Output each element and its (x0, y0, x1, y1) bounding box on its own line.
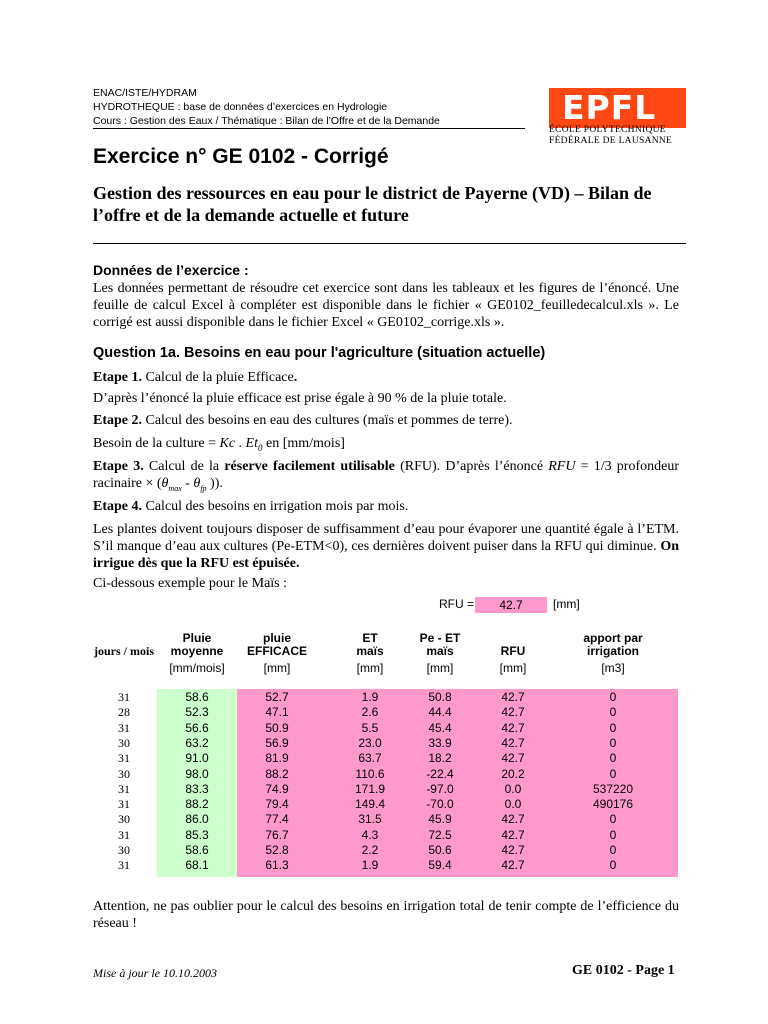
etape-3-text-2: (RFU). D’après l’énoncé (394, 459, 549, 474)
pe-et-cell: -22.4 (426, 766, 454, 781)
document-header (93, 86, 525, 128)
pe-et-cell: 18.2 (428, 751, 452, 766)
besoin-et: Et (245, 436, 258, 451)
etape-2 (93, 412, 679, 429)
table-row (0, 690, 768, 705)
pluie-moyenne-cell: 83.3 (185, 781, 209, 796)
col-head-days: jours / mois (94, 644, 154, 658)
days-cell: 31 (118, 751, 130, 766)
pluie-efficace-cell: 61.3 (265, 858, 289, 873)
epfl-logo-mark: EPFL (562, 88, 657, 127)
rfu-unit: [mm] (553, 597, 580, 611)
et-mais-cell: 2.2 (361, 843, 379, 857)
table-row (0, 782, 768, 797)
col-head-rfu (473, 632, 553, 678)
besoin-kc: Kc (219, 436, 236, 451)
besoin-suffix: en [mm/mois] (262, 436, 345, 451)
etape-1-text: Calcul de la pluie Efficace (142, 370, 294, 385)
days-cell: 31 (118, 720, 130, 735)
pe-et-cell: 72.5 (428, 827, 452, 842)
etape-4-label: Etape 4. (93, 499, 142, 514)
title-divider (93, 243, 686, 244)
et-mais-cell: 110.6 (355, 766, 385, 781)
table-row (0, 797, 768, 812)
col-head-l2: RFU (500, 644, 526, 658)
irrigation-cell: 537220 (592, 781, 634, 796)
rfu-value: 42.7 (475, 597, 547, 613)
pe-et-cell: 59.4 (428, 858, 452, 873)
besoin-formula (93, 435, 679, 457)
pluie-efficace-cell: 79.4 (265, 797, 289, 812)
irrigation-cell: 0 (609, 720, 617, 735)
col-head-l2: irrigation (586, 644, 639, 658)
pe-et-cell: 50.6 (428, 843, 452, 857)
pe-et-cell: 33.9 (428, 735, 452, 750)
header-divider (93, 128, 525, 129)
irrigation-cell: 490176 (592, 797, 634, 812)
col-head-unit: [mm] (356, 661, 384, 675)
table-row (0, 828, 768, 843)
days-cell: 31 (118, 858, 130, 873)
col-head-l1: Pe - ET (419, 631, 461, 645)
pluie-moyenne-cell: 88.2 (185, 797, 209, 812)
theta-fp: θ (193, 476, 201, 491)
col-head-l1: Pluie (182, 631, 212, 645)
etape-3-rfu: RFU (548, 459, 576, 474)
et-mais-cell: 31.5 (358, 812, 382, 827)
plantes-text: Les plantes doivent toujours disposer de suffisamment d’eau pour évaporer une quantité égale à l’ETM. S’il manque d’eau aux cultures (Pe-ETM<0), ces dernières doivent puiser dans la RFU qui diminue. (93, 522, 679, 554)
rfu-cell: 42.7 (501, 858, 525, 873)
pluie-moyenne-cell: 56.6 (185, 720, 209, 735)
days-cell: 30 (118, 843, 130, 857)
et-mais-cell: 1.9 (361, 858, 379, 873)
pluie-efficace-cell: 76.7 (265, 827, 289, 842)
col-head-unit: [mm] (499, 661, 527, 675)
etape-4 (93, 498, 679, 515)
et-mais-cell: 2.6 (361, 705, 379, 720)
page-subtitle: Gestion des ressources en eau pour le district de Payerne (VD) – Bilan de l’offre et de la demande actuelle et future (93, 183, 652, 225)
footer-update-date: Mise à jour le 10.10.2003 (93, 966, 217, 980)
etape-3-text-3: = 1/3 profondeur racinaire × ( (93, 459, 680, 491)
table-row (0, 705, 768, 720)
etape-2-label: Etape 2. (93, 413, 142, 428)
pluie-moyenne-cell: 86.0 (185, 812, 209, 827)
col-head-l1: ET (362, 631, 378, 645)
etape-2-text: Calcul des besoins en eau des cultures (maïs et pommes de terre). (142, 413, 513, 428)
pluie-efficace-line: D’après l’énoncé la pluie efficace est prise égale à 90 % de la pluie totale. (93, 391, 507, 406)
rfu-cell: 42.7 (501, 690, 525, 704)
pluie-moyenne-cell: 91.0 (185, 751, 209, 766)
etape-3-label: Etape 3. (93, 459, 144, 474)
etape-1-label: Etape 1. (93, 370, 142, 385)
theta-fp-subscript: fp (200, 483, 207, 493)
et-mais-cell: 63.7 (358, 751, 382, 766)
pe-et-cell: -70.0 (426, 797, 454, 812)
col-head-unit: [mm] (263, 661, 291, 675)
table-row (0, 843, 768, 858)
table-row (0, 812, 768, 827)
theta-max: θ (161, 476, 169, 491)
col-head-l2: EFFICACE (247, 644, 307, 658)
pluie-efficace-cell: 88.2 (265, 766, 289, 781)
days-cell: 31 (118, 827, 130, 842)
irrigation-cell: 0 (609, 690, 617, 704)
irrigation-cell: 0 (609, 735, 617, 750)
pluie-efficace-cell: 81.9 (265, 751, 289, 766)
col-head-pluie-efficace (237, 632, 317, 678)
etape-1-end: . (293, 370, 298, 385)
footer-page-number: GE 0102 - Page 1 (572, 963, 675, 978)
etape-3 (93, 458, 679, 497)
etape-3-minus: - (181, 476, 194, 491)
days-cell: 28 (118, 705, 130, 720)
days-cell: 31 (118, 690, 130, 704)
pluie-efficace-cell: 74.9 (265, 781, 289, 796)
exemple-mais: Ci-dessous exemple pour le Maïs : (93, 576, 288, 591)
col-head-l2: maïs (426, 644, 454, 658)
irrigation-cell: 0 (609, 766, 617, 781)
theta-max-subscript: max (168, 483, 182, 493)
pe-et-cell: 44.4 (428, 705, 452, 720)
col-head-l1: pluie (262, 631, 291, 645)
pluie-moyenne-cell: 58.6 (185, 843, 209, 857)
pluie-moyenne-cell: 52.3 (185, 705, 209, 720)
col-head-et-mais (330, 632, 410, 678)
plantes-bold: On irrigue dès que la RFU est épuisée. (93, 539, 679, 571)
header-line-2: HYDROTHEQUE : base de données d’exercices en Hydrologie (93, 101, 388, 113)
logo-caption-line-2: FÉDÉRALE DE LAUSANNE (549, 136, 673, 146)
pe-et-cell: 45.9 (428, 812, 452, 827)
rfu-cell: 42.7 (501, 827, 525, 842)
irrigation-cell: 0 (609, 751, 617, 766)
table-row (0, 751, 768, 766)
pluie-efficace-cell: 56.9 (265, 735, 289, 750)
irrigation-cell: 0 (609, 812, 617, 827)
col-head-unit: [mm/mois] (169, 661, 225, 675)
days-cell: 30 (118, 766, 130, 781)
days-cell: 30 (118, 735, 130, 750)
pluie-moyenne-cell: 63.2 (185, 735, 209, 750)
rfu-cell: 42.7 (501, 720, 525, 735)
rfu-cell: 42.7 (501, 735, 525, 750)
pluie-moyenne-cell: 58.6 (185, 690, 209, 704)
col-head-l2: moyenne (170, 644, 224, 658)
irrigation-cell: 0 (609, 827, 617, 842)
pluie-moyenne-cell: 68.1 (185, 858, 209, 873)
rfu-label: RFU = (439, 597, 475, 611)
rfu-cell: 42.7 (501, 751, 525, 766)
etape-3-bold: réserve facilement utilisable (224, 459, 395, 474)
rfu-cell: 0.0 (504, 781, 522, 796)
col-head-unit: [m3] (601, 661, 625, 675)
page-title: Exercice n° GE 0102 - Corrigé (93, 145, 389, 168)
besoin-dot: . (235, 436, 246, 451)
pluie-efficace-cell: 47.1 (265, 705, 289, 720)
irrigation-cell: 0 (609, 705, 617, 720)
irrigation-cell: 0 (609, 858, 617, 873)
donnees-paragraph: Les données permettant de résoudre cet exercice sont dans les tableaux et les figures de l’énoncé. Une feuille de calcul Excel à compléter est disponible dans le fichier « GE0102_feuilledecalcul.xls ». Le corrigé est aussi disponible dans le fichier Excel « GE0102_corrige.xls ». (93, 281, 679, 330)
etape-4-text: Calcul des besoins en irrigation mois par mois. (142, 499, 409, 514)
col-head-unit: [mm] (426, 661, 454, 675)
days-cell: 30 (118, 812, 130, 827)
question-heading: Question 1a. Besoins en eau pour l'agriculture (situation actuelle) (93, 345, 546, 361)
pe-et-cell: 45.4 (428, 720, 452, 735)
pluie-efficace-cell: 52.8 (265, 843, 289, 857)
besoin-et-subscript: 0 (258, 442, 263, 453)
header-line-3: Cours : Gestion des Eaux / Thématique : Bilan de l’Offre et de la Demande (93, 115, 440, 127)
pluie-efficace-cell: 52.7 (265, 690, 289, 704)
epfl-logo-caption (549, 125, 689, 147)
irrigation-cell: 0 (609, 843, 617, 857)
rfu-cell: 20.2 (501, 766, 525, 781)
rfu-cell: 42.7 (501, 843, 525, 857)
table-row (0, 767, 768, 782)
col-head-pe-et (400, 632, 480, 678)
et-mais-cell: 1.9 (361, 690, 379, 704)
attention-note: Attention, ne pas oublier pour le calcul des besoins en irrigation total de tenir compte de l’efficience du réseau ! (93, 899, 679, 931)
col-head-pluie-moyenne (157, 632, 237, 678)
table-row (0, 721, 768, 736)
rfu-cell: 42.7 (501, 705, 525, 720)
pluie-moyenne-cell: 85.3 (185, 827, 209, 842)
besoin-prefix: Besoin de la culture = (93, 436, 220, 451)
logo-caption-line-1: ÉCOLE POLYTECHNIQUE (549, 125, 666, 135)
table-row (0, 736, 768, 751)
section-heading-donnees: Données de l’exercice : (93, 262, 249, 278)
et-mais-cell: 149.4 (354, 797, 386, 812)
pluie-efficace-cell: 77.4 (265, 812, 289, 827)
pe-et-cell: 50.8 (428, 690, 452, 704)
col-head-apport (560, 632, 666, 678)
et-mais-cell: 4.3 (361, 827, 379, 842)
etape-3-text-1: Calcul de la (143, 459, 225, 474)
et-mais-cell: 23.0 (358, 735, 382, 750)
days-cell: 31 (118, 797, 130, 812)
pluie-efficace-cell: 50.9 (265, 720, 289, 735)
col-head-l1: apport par (583, 631, 643, 645)
header-line-1: ENAC/ISTE/HYDRAM (93, 87, 197, 99)
rfu-cell: 0.0 (504, 797, 522, 812)
etape-1 (93, 369, 679, 386)
pluie-moyenne-cell: 98.0 (185, 766, 209, 781)
table-row (0, 858, 768, 873)
days-cell: 31 (118, 781, 130, 796)
col-head-l2: maïs (356, 644, 384, 658)
etape-3-end: )). (206, 476, 223, 491)
plantes-paragraph (93, 521, 679, 572)
et-mais-cell: 5.5 (361, 720, 379, 735)
pe-et-cell: -97.0 (426, 781, 454, 796)
et-mais-cell: 171.9 (354, 781, 386, 796)
rfu-cell: 42.7 (501, 812, 525, 827)
